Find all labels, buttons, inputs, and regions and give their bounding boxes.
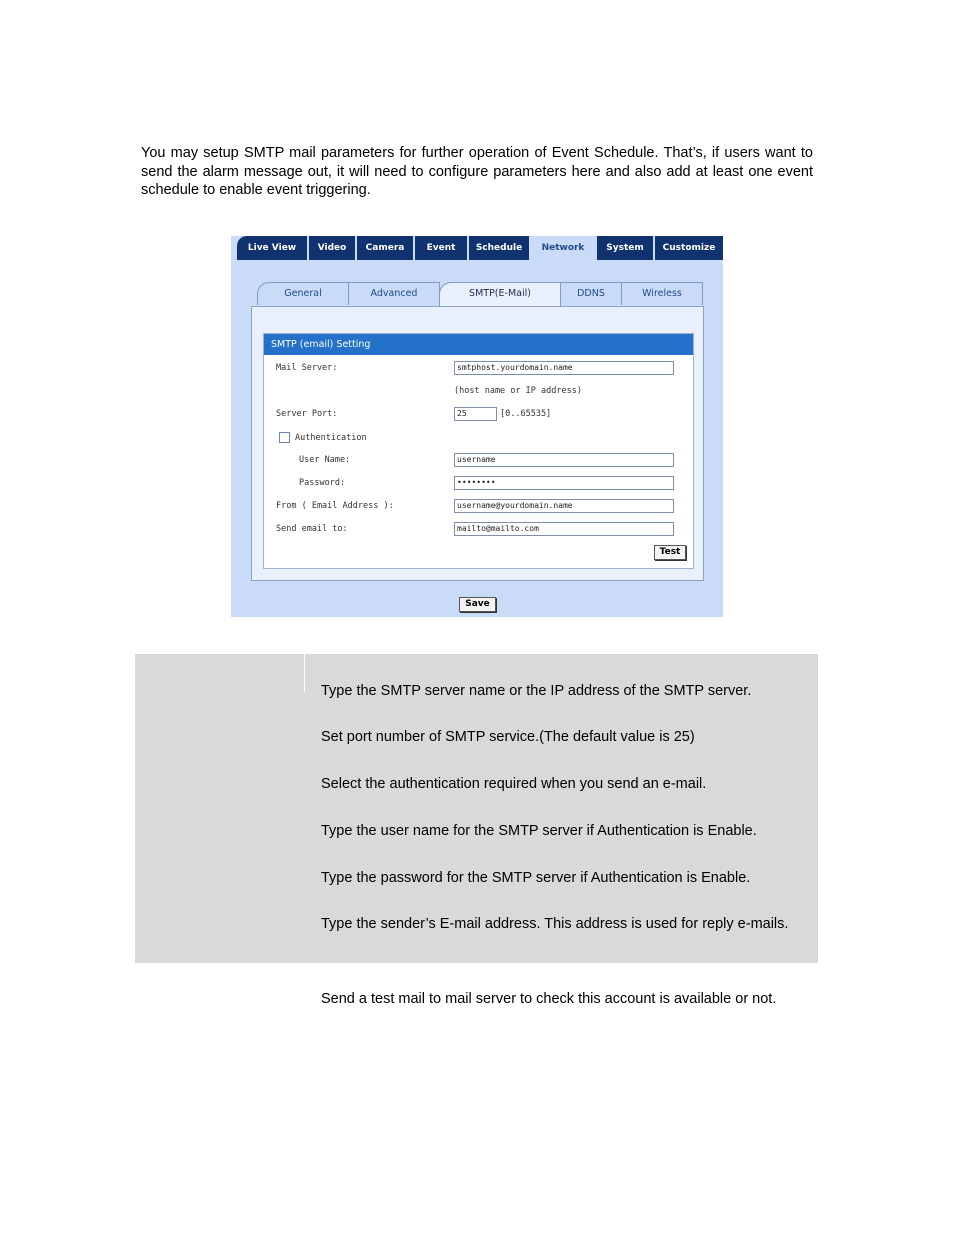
mail-server-label: Mail Server: — [276, 363, 338, 373]
subtab-advanced[interactable]: Advanced — [348, 282, 440, 305]
tab-schedule[interactable]: Schedule — [469, 236, 529, 260]
top-nav-tabs — [231, 236, 723, 260]
subtab-general[interactable]: General — [257, 282, 349, 305]
desc-test: Send a test mail to mail server to check this account is available or not. — [321, 991, 777, 1007]
mail-server-hint: (host name or IP address) — [454, 386, 582, 396]
send-to-label: Send email to: — [276, 524, 348, 534]
server-port-label: Server Port: — [276, 409, 338, 419]
authentication-checkbox[interactable] — [279, 432, 290, 443]
tab-network[interactable]: Network — [531, 236, 595, 260]
tab-camera[interactable]: Camera — [357, 236, 413, 260]
tab-video[interactable]: Video — [309, 236, 355, 260]
desc-password: Type the password for the SMTP server if Authentication is Enable. — [321, 870, 751, 886]
desc-server-port: Set port number of SMTP service.(The default value is 25) — [321, 729, 695, 745]
server-port-range: [0..65535] — [500, 409, 552, 419]
test-button[interactable]: Test — [654, 545, 686, 560]
subtab-ddns[interactable]: DDNS — [560, 282, 622, 305]
tab-event[interactable]: Event — [415, 236, 467, 260]
user-name-label: User Name: — [299, 455, 351, 465]
smtp-form — [263, 333, 694, 569]
tab-system[interactable]: System — [597, 236, 653, 260]
save-button[interactable]: Save — [459, 597, 496, 612]
subtab-wireless[interactable]: Wireless — [621, 282, 703, 305]
smtp-panel — [251, 306, 704, 581]
password-label: Password: — [299, 478, 346, 488]
desc-mail-server: Type the SMTP server name or the IP address of the SMTP server. — [321, 683, 752, 699]
from-address-input[interactable]: username@yourdomain.name — [454, 499, 674, 513]
form-header: SMTP (email) Setting — [264, 334, 693, 355]
password-input[interactable]: •••••••• — [454, 476, 674, 490]
user-name-input[interactable]: username — [454, 453, 674, 467]
smtp-settings-screenshot — [231, 236, 723, 617]
server-port-input[interactable]: 25 — [454, 407, 497, 421]
tab-customize[interactable]: Customize — [655, 236, 723, 260]
table-divider — [304, 654, 305, 692]
desc-user-name: Type the user name for the SMTP server if Authentication is Enable. — [321, 823, 757, 839]
tab-live-view[interactable]: Live View — [237, 236, 307, 260]
mail-server-input[interactable]: smtphost.yourdomain.name — [454, 361, 674, 375]
from-address-label: From ( Email Address ): — [276, 501, 394, 511]
intro-paragraph: You may setup SMTP mail parameters for further operation of Event Schedule. That’s, if users want to send the alarm message out, it will need to configure parameters here and also add at least one event schedule to enable event triggering. — [141, 145, 813, 198]
desc-from-address: Type the sender’s E-mail address. This address is used for reply e-mails. — [321, 916, 789, 932]
desc-authentication: Select the authentication required when you send an e-mail. — [321, 776, 707, 792]
send-to-input[interactable]: mailto@mailto.com — [454, 522, 674, 536]
subtab-smtp[interactable]: SMTP(E-Mail) — [439, 282, 561, 306]
sub-nav-tabs — [253, 282, 703, 305]
authentication-label: Authentication — [295, 433, 367, 443]
